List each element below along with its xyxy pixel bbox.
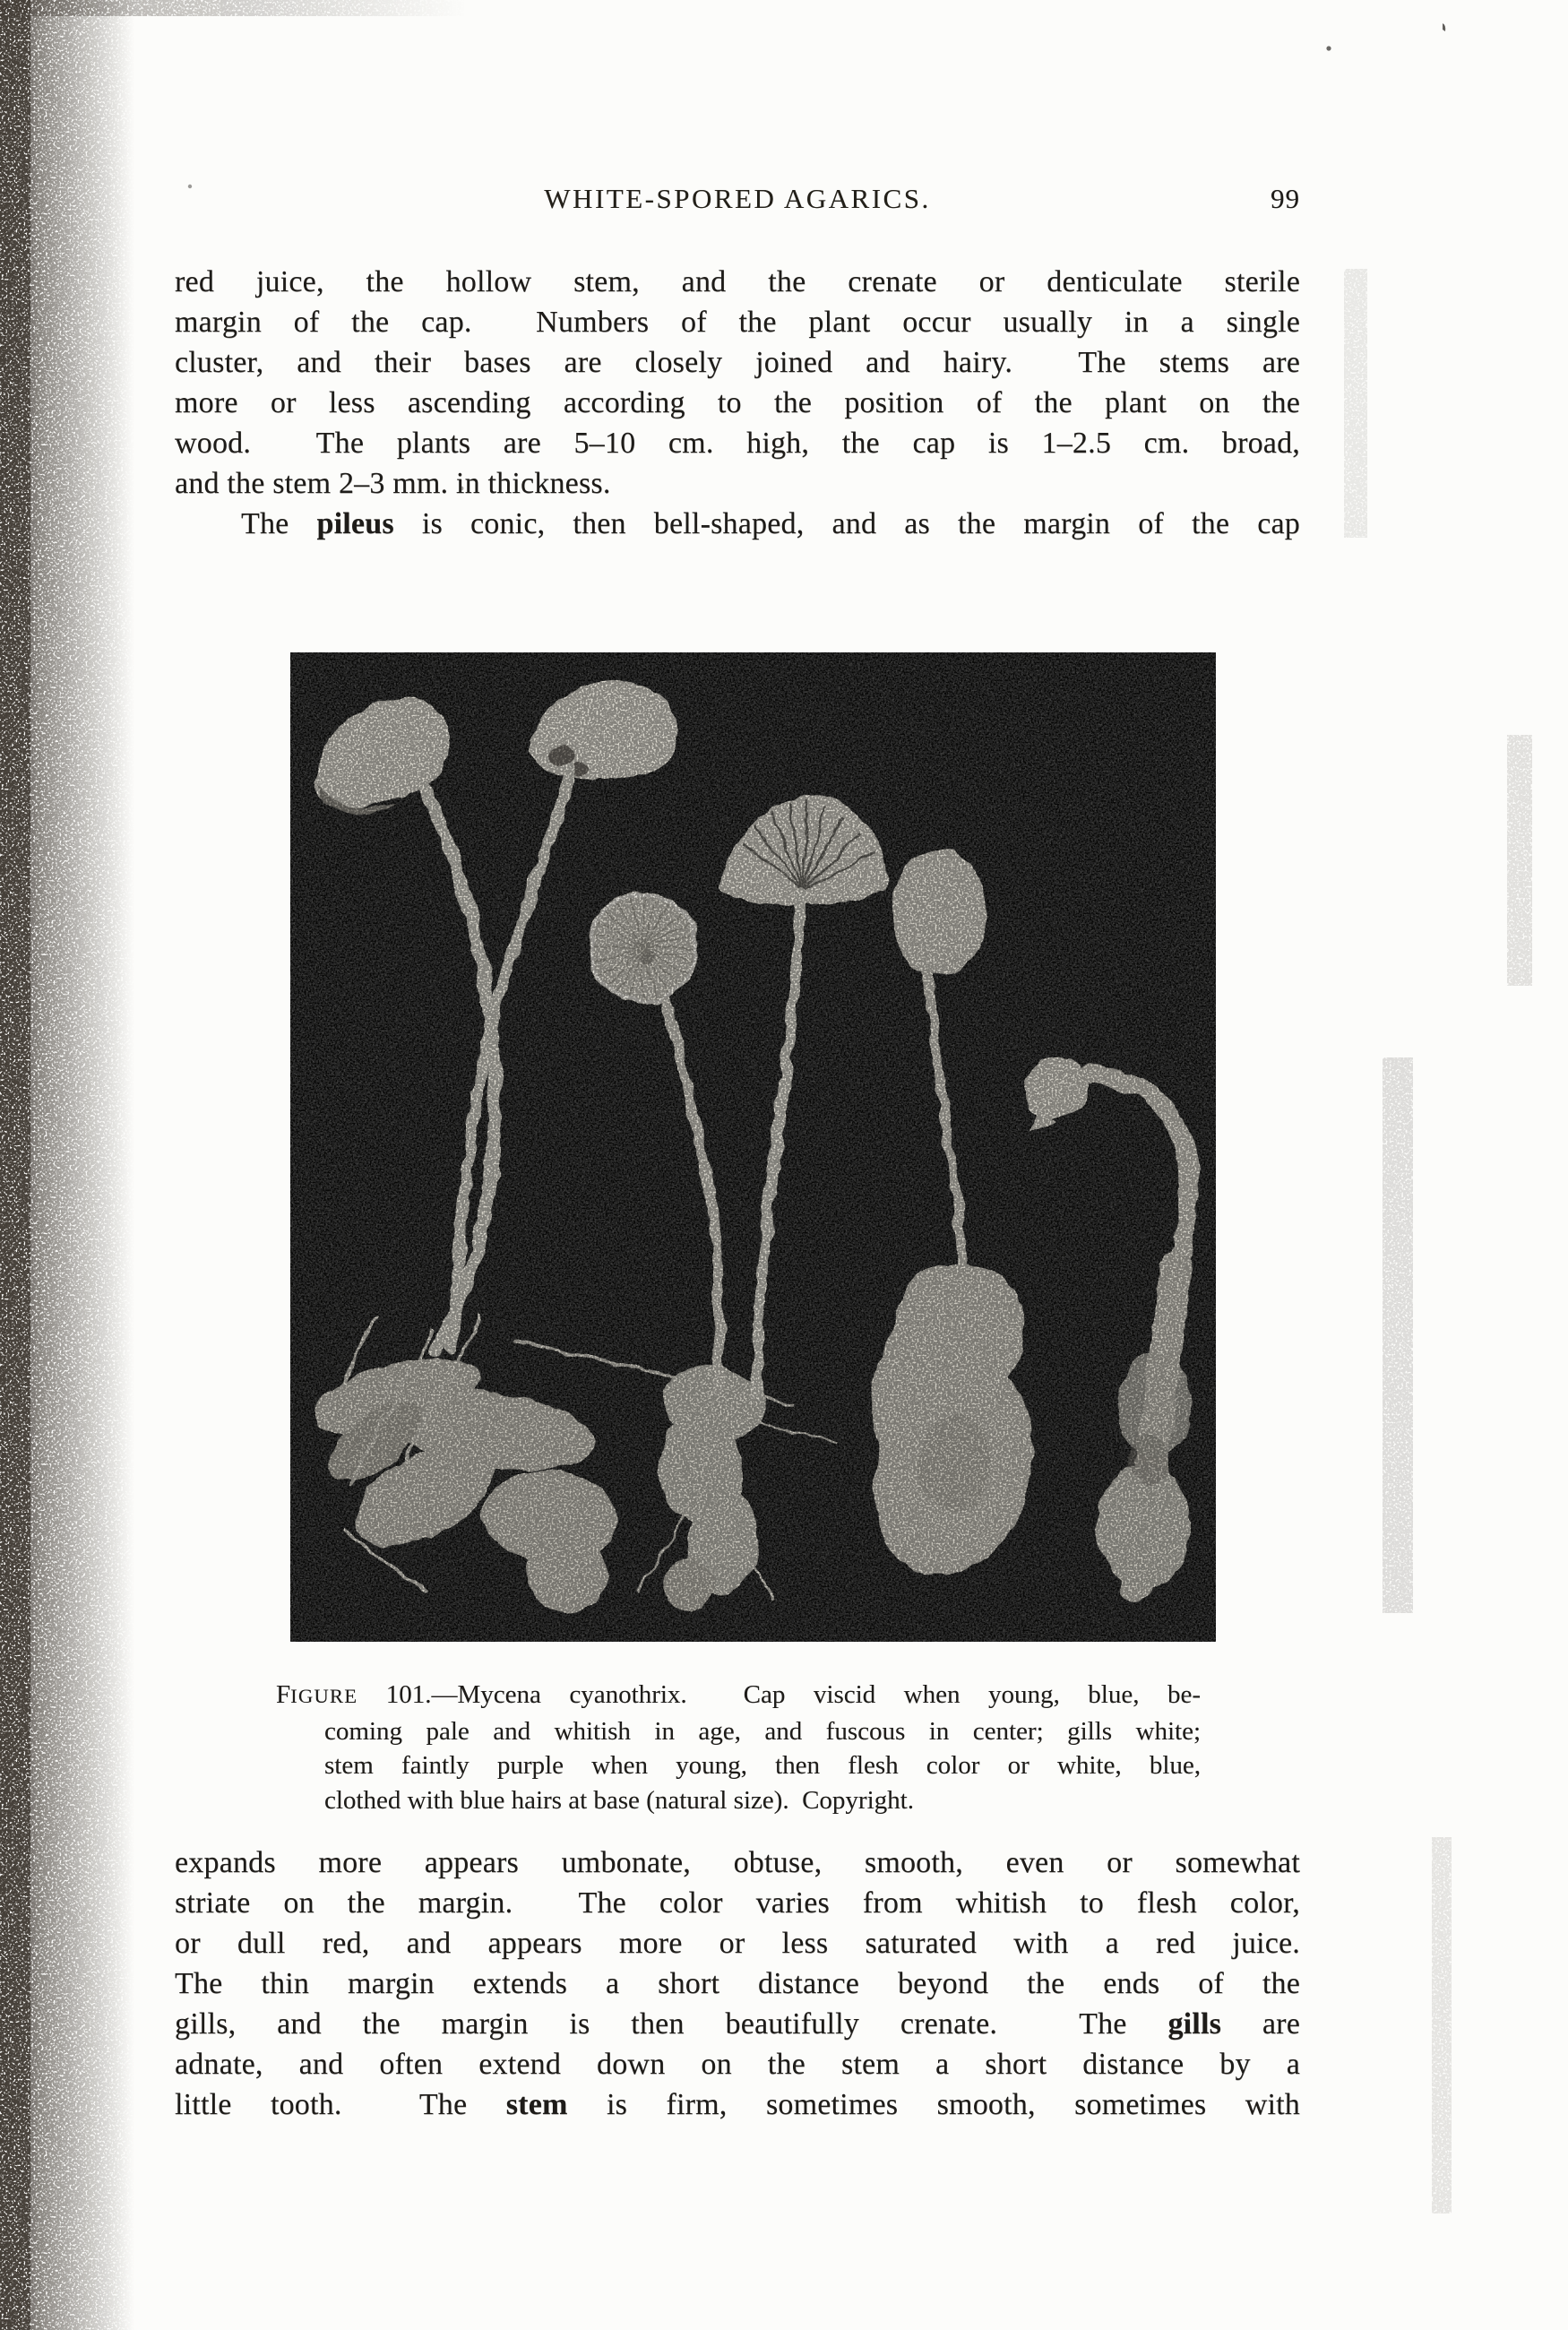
text-segment: gills, and the margin is then beautifully crenate. The xyxy=(175,2007,1168,2041)
page-title: WHITE-SPORED AGARICS. xyxy=(544,183,931,214)
paragraph-2 xyxy=(175,504,1300,544)
text-segment: are xyxy=(1221,2007,1300,2041)
text-segment: little tooth. The xyxy=(175,2088,506,2121)
text-segment: is conic, then bell-shaped, and as the margin of the cap xyxy=(393,507,1300,540)
text-segment: striate on the margin. The color varies from whitish to flesh color, xyxy=(175,1886,1300,1920)
text-line xyxy=(175,463,1300,504)
text-segment: or dull red, and appears more or less saturated with a red juice. xyxy=(175,1927,1300,1960)
text-segment: more or less ascending according to the position of the plant on the xyxy=(175,386,1300,419)
text-line xyxy=(175,262,1300,302)
text-segment: IGURE xyxy=(290,1685,358,1707)
caption-line xyxy=(276,1748,1201,1783)
text-line xyxy=(175,2004,1300,2044)
text-line xyxy=(175,1963,1300,2004)
text-line xyxy=(175,383,1300,423)
paragraph-1 xyxy=(175,262,1300,504)
caption-line xyxy=(276,1714,1201,1749)
text-segment: adnate, and often extend down on the stem a short distance by a xyxy=(175,2048,1300,2081)
running-head xyxy=(175,183,1300,222)
text-segment: is firm, sometimes smooth, sometimes with xyxy=(567,2088,1301,2121)
text-line xyxy=(175,504,1300,544)
text-segment: cluster, and their bases are closely joined and hairy. The stems are xyxy=(175,346,1300,379)
text-segment: The thin margin extends a short distance beyond the ends of the xyxy=(175,1967,1300,2000)
caption-line xyxy=(276,1678,1201,1714)
text-line xyxy=(175,2044,1300,2084)
text-line xyxy=(175,1842,1300,1883)
figure-caption xyxy=(276,1678,1201,1817)
figure-photo xyxy=(290,652,1216,1642)
text-segment: red juice, the hollow stem, and the crenate or denticulate sterile xyxy=(175,265,1300,298)
text-segment: stem xyxy=(505,2088,568,2121)
paragraph-3 xyxy=(175,1842,1300,2125)
text-segment: The xyxy=(241,507,317,540)
text-line xyxy=(175,2084,1300,2125)
text-segment: pileus xyxy=(316,507,394,540)
photo-grain-black xyxy=(290,652,1216,1642)
text-line xyxy=(175,1883,1300,1923)
text-line xyxy=(175,302,1300,342)
text-segment: clothed with blue hairs at base (natural size). Copyright. xyxy=(324,1785,914,1815)
text-segment: margin of the cap. Numbers of the plant occur usually in a single xyxy=(175,306,1300,339)
text-line xyxy=(175,423,1300,463)
scan-noise-left-strip xyxy=(0,0,134,2330)
text-segment: stem faintly purple when young, then flesh color or white, blue, xyxy=(324,1751,1201,1780)
text-segment: 101.—Mycena cyanothrix. Cap viscid when young, blue, be- xyxy=(358,1680,1201,1709)
mushroom-photograph xyxy=(290,652,1216,1642)
text-line xyxy=(175,1923,1300,1963)
text-line xyxy=(175,342,1300,383)
text-segment: F xyxy=(276,1680,291,1709)
text-segment: and the stem 2–3 mm. in thickness. xyxy=(175,467,611,500)
scan-noise-top-edge xyxy=(0,0,466,16)
text-segment: wood. The plants are 5–10 cm. high, the cap is 1–2.5 cm. broad, xyxy=(175,427,1300,460)
text-segment: gills xyxy=(1167,2007,1222,2041)
text-segment: coming pale and whitish in age, and fuscous in center; gills white; xyxy=(324,1716,1201,1746)
text-segment: expands more appears umbonate, obtuse, smooth, even or somewhat xyxy=(175,1846,1300,1879)
caption-line xyxy=(276,1783,1201,1818)
page-number: 99 xyxy=(1271,183,1300,214)
